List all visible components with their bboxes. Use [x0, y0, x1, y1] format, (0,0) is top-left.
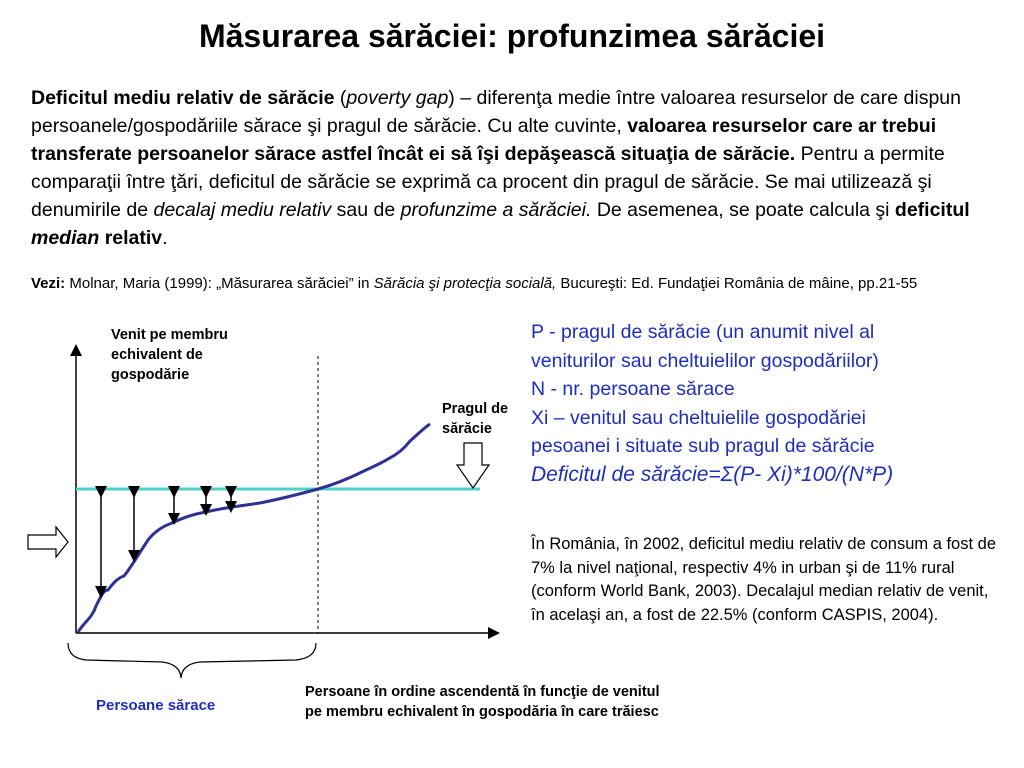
income-curve	[78, 424, 430, 632]
slide-title: Măsurarea sărăciei: profunzimea sărăciei	[198, 18, 826, 54]
legend-p-line: P - pragul de sărăcie (un anumit nivel al	[531, 321, 875, 343]
romania-stats: În România, în 2002, deficitul mediu relativ de consum a fost de 7% la nivel naţional, respectiv 4% in urban şi de 11% rural (conform World Bank, 2003). Decalajul median relativ de venit, în acelaşi an, a fost de 22.5% (conform CASPIS, 2004).	[531, 535, 997, 624]
definition-emphasis: valoarea resurselor care ar trebui transferate persoanelor sărace astfel încât ei să îşi depăşească situaţia de sărăcie.	[31, 115, 937, 165]
hollow-arrow-down-icon	[457, 443, 489, 488]
y-axis-label: Venit pe membru echivalent de gospodărie	[111, 327, 228, 383]
alt-name-2: profunzime a sărăciei.	[400, 199, 592, 221]
poor-persons-label: Persoane sărace	[96, 697, 216, 714]
definition-paragraph: Deficitul mediu relativ de sărăcie (poverty gap) – diferenţa medie între valoarea resurselor de care dispun persoanele/gospodăriile sărace şi pragul de sărăcie. Cu alte cuvinte, valoarea resurselor care ar trebui transferate persoanelor sărace astfel încât ei să îşi depăşească situaţia de sărăcie. Pentru a permite comparaţii între ţări, deficitul de sărăcie se exprimă ca procent din pragul de sărăcie. Se mai utilizează şi denumirile de decalaj mediu relativ sau de profunzime a sărăciei. De asemenea, se poate calcula şi deficitul median relativ.	[31, 87, 970, 249]
alt-name-1: decalaj mediu relativ	[153, 199, 332, 221]
legend-p-line-cont: veniturilor sau cheltuielilor gospodăriilor)	[531, 349, 879, 372]
term-label: Deficitul mediu relativ de sărăcie	[31, 87, 335, 109]
reference: Vezi: Molnar, Maria (1999): „Măsurarea sărăciei” in Sărăcia şi protecţia socială, Bucureşti: Ed. Fundaţiei România de mâine, pp.21-55	[31, 275, 918, 292]
hollow-arrow-right-icon	[28, 527, 68, 557]
term-english: poverty gap	[346, 87, 449, 109]
legend-xi-line: Xi – venitul sau cheltuielile gospodăriei	[531, 406, 866, 429]
threshold-label: Pragul de sărăcie	[442, 401, 509, 437]
x-axis-label: Persoane în ordine ascendentă în funcţie de venitul pe membru echivalent în gospodăria în care trăiesc	[305, 684, 660, 720]
poor-persons-brace	[68, 643, 316, 678]
legend-n-line: N - nr. persoane sărace	[531, 378, 735, 400]
formula: Deficitul de sărăcie=Σ(P- Xi)*100/(N*P)	[531, 462, 894, 486]
legend-xi-line-cont: pesoanei i situate sub pragul de sărăcie	[531, 435, 875, 457]
reference-book: Sărăcia şi protecţia socială,	[373, 275, 557, 292]
reference-label: Vezi:	[31, 275, 66, 292]
